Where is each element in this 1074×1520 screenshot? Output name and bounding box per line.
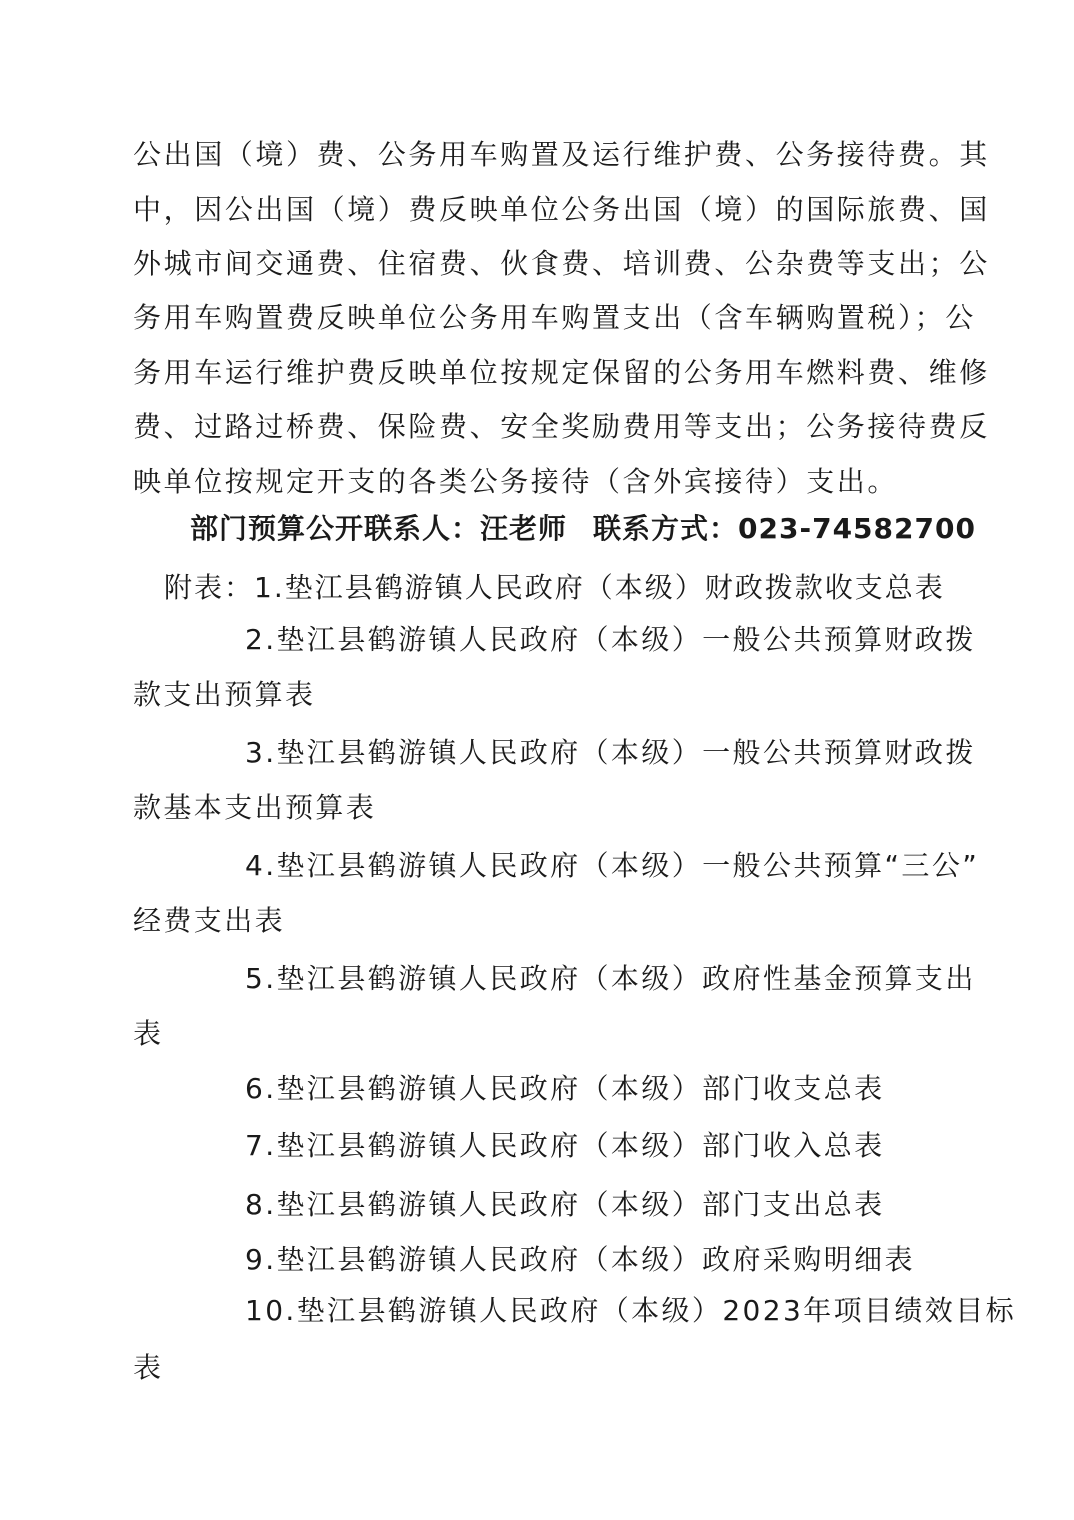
- paragraph-line: 务用车运行维护费反映单位按规定保留的公务用车燃料费、维修: [133, 356, 990, 389]
- attachment-item: 7.垫江县鹤游镇人民政府（本级）部门收入总表: [245, 1129, 885, 1162]
- attachment-item-cont: 经费支出表: [133, 904, 286, 937]
- attachment-item-cont: 表: [133, 1351, 164, 1384]
- attachment-item: 10.垫江县鹤游镇人民政府（本级）2023年项目绩效目标: [245, 1294, 1016, 1327]
- attachment-item-cont: 款支出预算表: [133, 678, 316, 711]
- contact-person: 部门预算公开联系人：汪老师: [190, 512, 568, 545]
- attachment-item-cont: 款基本支出预算表: [133, 791, 377, 824]
- paragraph-line: 外城市间交通费、住宿费、伙食费、培训费、公杂费等支出；公: [133, 247, 990, 280]
- attachment-item: 8.垫江县鹤游镇人民政府（本级）部门支出总表: [245, 1188, 885, 1221]
- contact-method: 联系方式：023-74582700: [593, 512, 976, 545]
- attachment-item: 4.垫江县鹤游镇人民政府（本级）一般公共预算“三公”: [245, 849, 980, 882]
- paragraph-line: 映单位按规定开支的各类公务接待（含外宾接待）支出。: [133, 465, 899, 498]
- attachment-item: 5.垫江县鹤游镇人民政府（本级）政府性基金预算支出: [245, 962, 976, 995]
- attachment-item: 6.垫江县鹤游镇人民政府（本级）部门收支总表: [245, 1072, 885, 1105]
- paragraph-line: 费、过路过桥费、保险费、安全奖励费用等支出；公务接待费反: [133, 410, 990, 443]
- attachment-item: 2.垫江县鹤游镇人民政府（本级）一般公共预算财政拨: [245, 623, 976, 656]
- contact-line: [190, 509, 976, 549]
- paragraph-line: 中，因公出国（境）费反映单位公务出国（境）的国际旅费、国: [133, 193, 990, 226]
- attachments-heading: 附表：1.垫江县鹤游镇人民政府（本级）财政拨款收支总表: [164, 571, 945, 604]
- paragraph-line: 务用车购置费反映单位公务用车购置支出（含车辆购置税）；公: [133, 301, 976, 334]
- attachment-item-cont: 表: [133, 1017, 164, 1050]
- attachment-item: 9.垫江县鹤游镇人民政府（本级）政府采购明细表: [245, 1243, 915, 1276]
- paragraph-line: 公出国（境）费、公务用车购置及运行维护费、公务接待费。其: [133, 138, 990, 171]
- attachment-item: 3.垫江县鹤游镇人民政府（本级）一般公共预算财政拨: [245, 736, 976, 769]
